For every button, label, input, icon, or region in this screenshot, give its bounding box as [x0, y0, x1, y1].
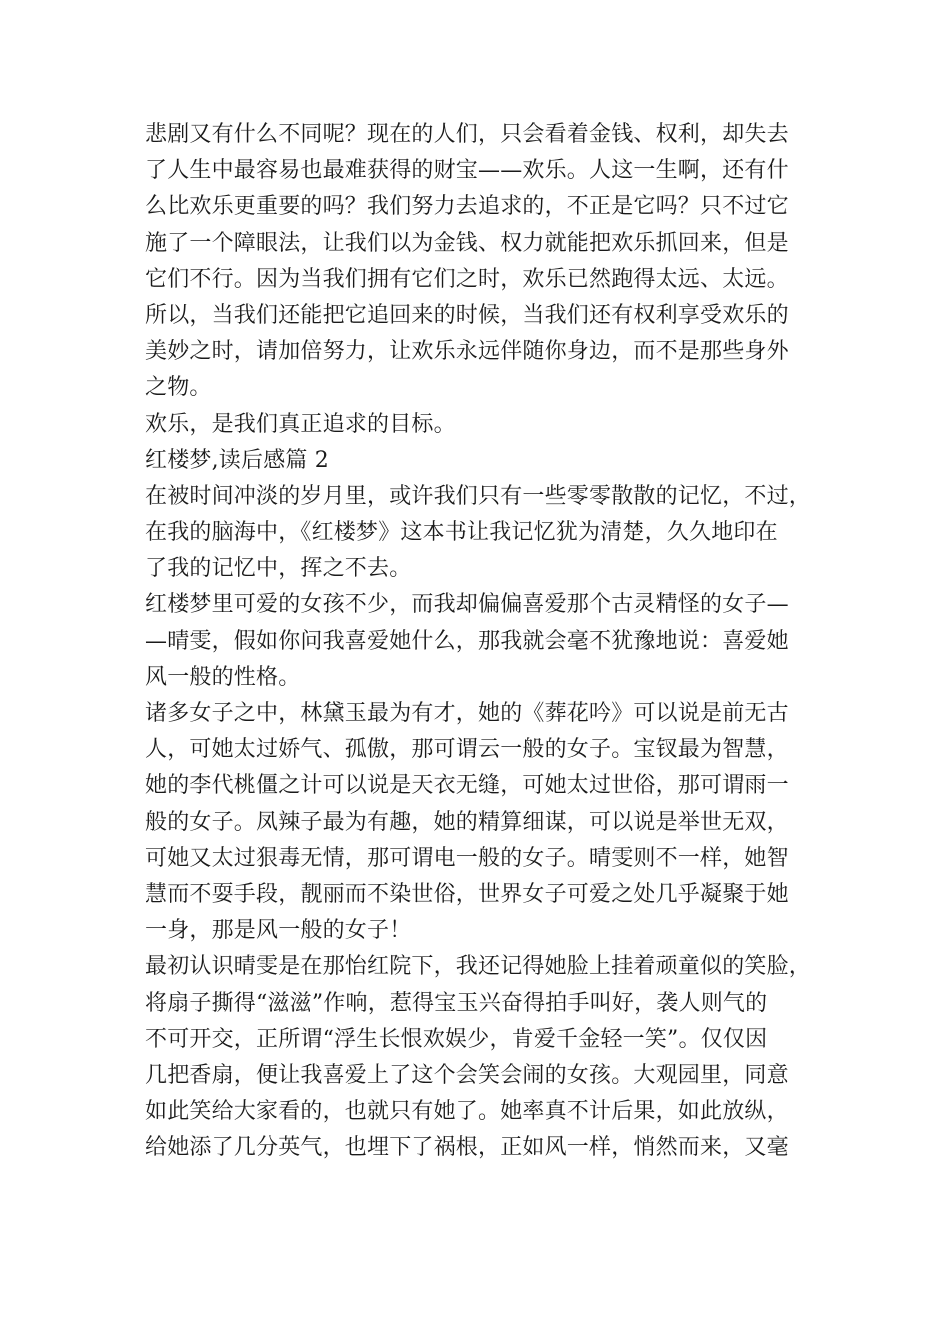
text-line: 风一般的性格。 [145, 664, 301, 690]
text-line: 了人生中最容易也最难获得的财宝——欢乐。人这一生啊，还有什 [145, 158, 789, 184]
text-line: 给她添了几分英气，也埋下了祸根，正如风一样，悄然而来，又毫 [145, 1135, 789, 1161]
text-line: 可她又太过狠毒无情，那可谓电一般的女子。晴雯则不一样，她智 [145, 845, 789, 871]
text-line: 在我的脑海中，《红楼梦》这本书让我记忆犹为清楚，久久地印在 [145, 520, 778, 546]
text-line: 最初认识晴雯是在那怡红院下，我还记得她脸上挂着顽童似的笑脸， [145, 954, 812, 980]
text-line: 一身，那是风一般的女子！ [145, 918, 412, 944]
text-line: 慧而不耍手段，靓丽而不染世俗，世界女子可爱之处几乎凝聚于她 [145, 881, 789, 907]
text-line: 人，可她太过娇气、孤傲，那可谓云一般的女子。宝钗最为智慧， [145, 737, 789, 763]
text-line: 红楼梦里可爱的女孩不少，而我却偏偏喜爱那个古灵精怪的女子— [145, 592, 789, 618]
text-line: 欢乐，是我们真正追求的目标。 [145, 411, 456, 437]
text-line: 将扇子撕得“滋滋”作响，惹得宝玉兴奋得拍手叫好，袭人则气的 [145, 990, 768, 1016]
text-line: 如此笑给大家看的，也就只有她了。她率真不计后果，如此放纵， [145, 1099, 789, 1125]
text-line: 悲剧又有什么不同呢？现在的人们，只会看着金钱、权利，却失去 [145, 122, 789, 147]
text-line: 不可开交，正所谓“浮生长恨欢娱少，肯爱千金轻一笑”。仅仅因 [145, 1026, 768, 1052]
text-line: —晴雯，假如你问我喜爱她什么，那我就会毫不犹豫地说：喜爱她 [145, 628, 789, 654]
document-body [145, 117, 825, 1166]
text-line: 它们不行。因为当我们拥有它们之时，欢乐已然跑得太远、太远。 [145, 266, 789, 292]
text-line: 几把香扇，便让我喜爱上了这个会笑会闹的女孩。大观园里，同意 [145, 1062, 789, 1088]
section-heading: 红楼梦,读后感篇 2 [145, 447, 329, 473]
text-line: 美妙之时，请加倍努力，让欢乐永远伴随你身边，而不是那些身外 [145, 339, 789, 365]
text-line: 她的李代桃僵之计可以说是天衣无缝，可她太过世俗，那可谓雨一 [145, 773, 789, 799]
text-line: 般的女子。凤辣子最为有趣，她的精算细谋，可以说是举世无双， [145, 809, 789, 835]
text-line: 之物。 [145, 375, 212, 401]
text-line: 诸多女子之中，林黛玉最为有才，她的《葬花吟》可以说是前无古 [145, 701, 789, 726]
text-line: 在被时间冲淡的岁月里，或许我们只有一些零零散散的记忆，不过， [145, 483, 812, 509]
text-line: 了我的记忆中，挥之不去。 [145, 556, 412, 582]
text-line: 施了一个障眼法，让我们以为金钱、权力就能把欢乐抓回来，但是 [145, 230, 789, 256]
text-line: 么比欢乐更重要的吗？我们努力去追求的，不正是它吗？只不过它 [145, 194, 789, 220]
text-line: 所以，当我们还能把它追回来的时候，当我们还有权利享受欢乐的 [145, 302, 789, 328]
